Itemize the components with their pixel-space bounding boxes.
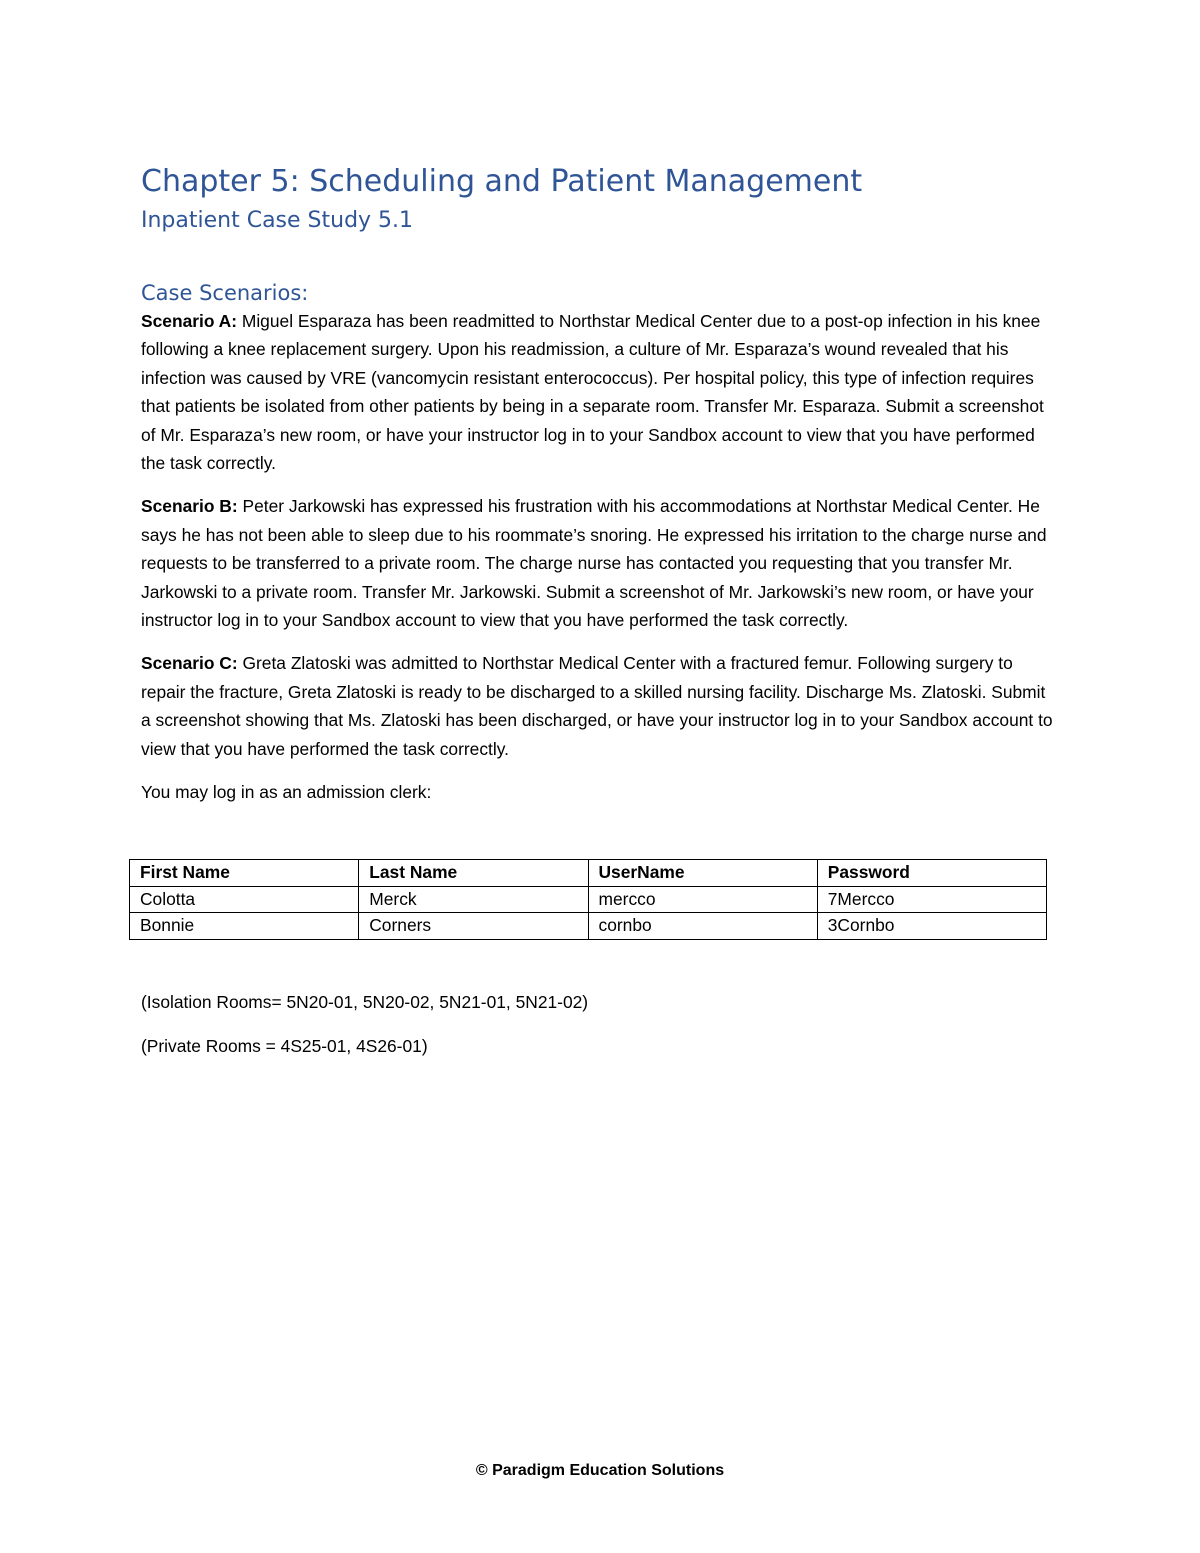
copyright-footer: © Paradigm Education Solutions [475,1462,725,1479]
column-header-last-name: Last Name [359,860,588,887]
column-header-password: Password [817,860,1046,887]
table-row [130,886,1047,913]
scenario-a [141,307,1059,477]
column-header-username: UserName [588,860,817,887]
case-scenarios-heading: Case Scenarios: [141,281,309,305]
credentials-table [129,859,1047,940]
last-name-cell: Corners [359,913,588,940]
password-cell: 7Mercco [817,886,1046,913]
case-study-title: Inpatient Case Study 5.1 [141,208,414,233]
login-instruction: You may log in as an admission clerk: [141,782,432,803]
password-cell: 3Cornbo [817,913,1046,940]
scenario-a-text: Miguel Esparaza has been readmitted to Northstar Medical Center due to a post-op infection in his knee following a knee replacement surgery. Upon his readmission, a culture of Mr. Esparaza’s wound revealed that his infection was caused by VRE (vancomycin resistant enterococcus). Per hospital policy, this type of infection requires that patients be isolated from other patients by being in a separate room. Transfer Mr. Esparaza. Submit a screenshot of Mr. Esparaza’s new room, or have your instructor log in to your Sandbox account to view that you have performed the task correctly. [141,311,1044,474]
scenario-b-label: Scenario B: [141,496,238,517]
table-row [130,913,1047,940]
scenario-c-label: Scenario C: [141,653,238,674]
scenario-a-label: Scenario A: [141,311,237,331]
first-name-cell: Bonnie [130,913,359,940]
username-cell: mercco [588,886,817,913]
column-header-first-name: First Name [130,860,359,887]
document-body [141,163,1059,806]
private-rooms-note: (Private Rooms = 4S25-01, 4S26-01) [141,1036,428,1056]
scenario-b [141,492,1059,634]
username-cell: cornbo [588,913,817,940]
chapter-title: Chapter 5: Scheduling and Patient Management [141,164,863,199]
isolation-rooms-note: (Isolation Rooms= 5N20-01, 5N20-02, 5N21-01, 5N21-02) [141,992,589,1012]
first-name-cell: Colotta [130,886,359,913]
table-header-row [130,860,1047,887]
scenario-c [141,649,1059,763]
last-name-cell: Merck [359,886,588,913]
scenario-b-text: Peter Jarkowski has expressed his frustration with his accommodations at Northstar Medical Center. He says he has not been able to sleep due to his roommate’s snoring. He expressed his irritation to the charge nurse and requests to be transferred to a private room. The charge nurse has contacted you requesting that you transfer Mr. Jarkowski to a private room. Transfer Mr. Jarkowski. Submit a screenshot of Mr. Jarkowski’s new room, or have your instructor log in to your Sandbox account to view that you have performed the task correctly. [141,496,1047,631]
scenario-c-text: Greta Zlatoski was admitted to Northstar Medical Center with a fractured femur. Following surgery to repair the fracture, Greta Zlatoski is ready to be discharged to a skilled nursing facility. Discharge Ms. Zlatoski. Submit a screenshot showing that Ms. Zlatoski has been discharged, or have your instructor log in to your Sandbox account to view that you have performed the task correctly. [141,653,1053,759]
